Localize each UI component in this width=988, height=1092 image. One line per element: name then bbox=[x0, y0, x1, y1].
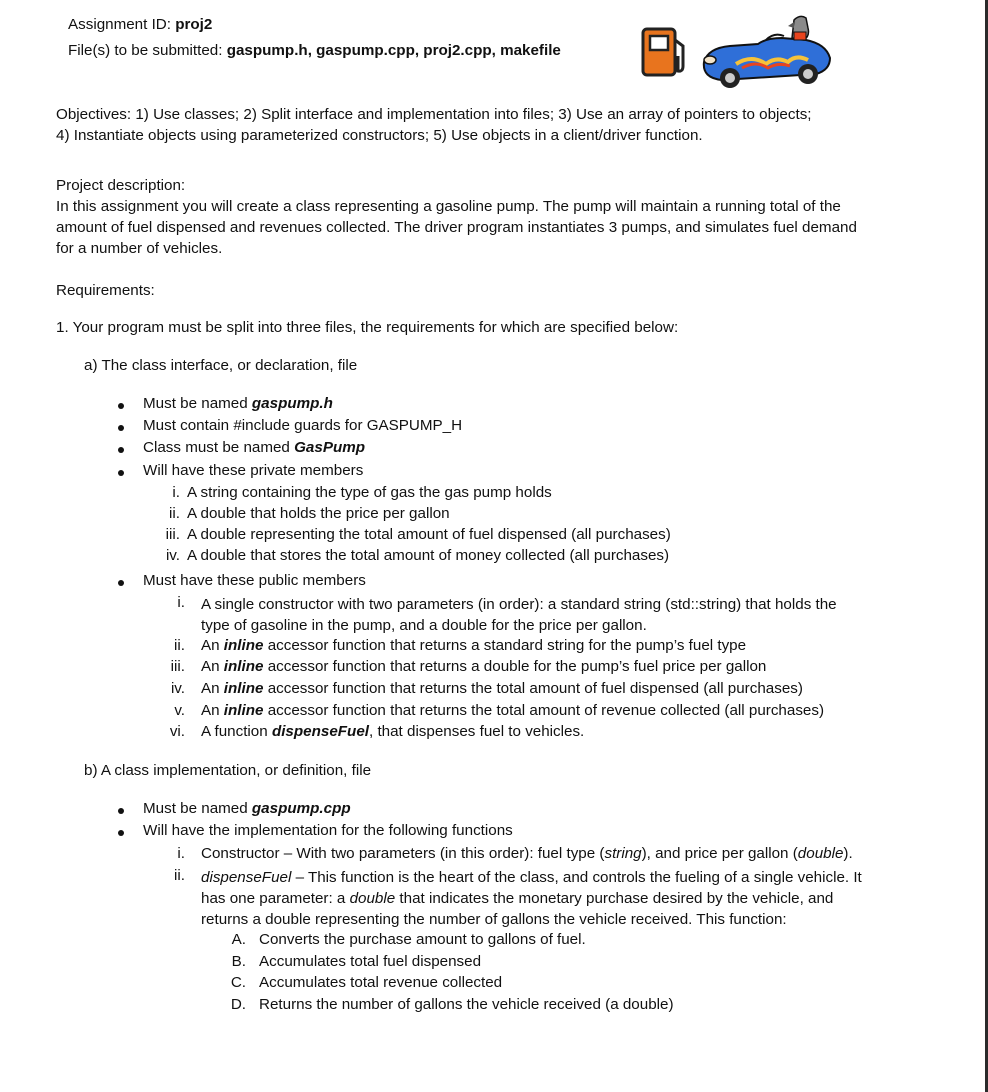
bullet bbox=[118, 403, 124, 409]
public-member-1: A single constructor with two parameters (in order): a standard string (std::string) that holds the type of gasoline in the pump, and a double for the price per gallon. bbox=[201, 596, 837, 634]
a-bullet-5: Must have these public members bbox=[143, 572, 366, 589]
public-member-5: An inline accessor function that returns the total amount of revenue collected (all purchases) bbox=[201, 702, 825, 719]
a-bullet-1: Must be named gaspump.h bbox=[143, 395, 333, 412]
bullet bbox=[118, 830, 124, 836]
impl-2: dispenseFuel – This function is the heart of the class, and controls the fueling of a single vehicle. It has one parameter: a double that indicates the monetary purchase desired by the vehicle, and returns a double representing the number of gallons the vehicle received. This function: bbox=[201, 869, 862, 928]
assignment-id-line: Assignment ID: proj2 bbox=[68, 16, 213, 33]
list-number: ii. bbox=[174, 637, 185, 654]
description-heading: Project description: bbox=[56, 177, 186, 194]
requirement-item-1: 1. Your program must be split into three files, the requirements for which are specified below: bbox=[56, 319, 679, 336]
description-line-3: for a number of vehicles. bbox=[56, 240, 223, 257]
convertible-car-with-dog-icon bbox=[696, 14, 834, 94]
list-number: i. bbox=[177, 594, 185, 611]
description-line-1: In this assignment you will create a class representing a gasoline pump. The pump will maintain a running total of the bbox=[56, 198, 841, 215]
description-line-2: amount of fuel dispensed and revenues collected. The driver program instantiates 3 pumps, and simulates fuel demand bbox=[56, 219, 857, 236]
b-bullet-2: Will have the implementation for the following functions bbox=[143, 822, 513, 839]
list-number: iii. bbox=[170, 658, 185, 675]
objectives-line-1: Objectives: 1) Use classes; 2) Split interface and implementation into files; 3) Use an array of pointers to objects; bbox=[56, 106, 812, 123]
a-bullet-3: Class must be named GasPump bbox=[143, 439, 366, 456]
list-number: i. bbox=[177, 845, 185, 862]
requirements-heading: Requirements: bbox=[56, 282, 155, 299]
list-number: iv. bbox=[170, 680, 185, 697]
b-bullet-1: Must be named gaspump.cpp bbox=[143, 800, 351, 817]
files-line: File(s) to be submitted: gaspump.h, gaspump.cpp, proj2.cpp, makefile bbox=[68, 42, 561, 59]
section-b-heading: b) A class implementation, or definition, file bbox=[84, 762, 372, 779]
list-number: vi. bbox=[169, 723, 185, 740]
list-number: ii. bbox=[174, 867, 185, 884]
bullet bbox=[118, 808, 124, 814]
project-description bbox=[56, 175, 857, 259]
public-member-3: An inline accessor function that returns a double for the pump’s fuel price per gallon bbox=[201, 658, 767, 675]
assignment-id: proj2 bbox=[175, 16, 213, 33]
files-list: gaspump.h, gaspump.cpp, proj2.cpp, makefile bbox=[226, 42, 561, 59]
public-member-6: A function dispenseFuel, that dispenses fuel to vehicles. bbox=[201, 723, 585, 740]
section-a-heading: a) The class interface, or declaration, file bbox=[84, 357, 358, 374]
objectives-line-2: 4) Instantiate objects using parameterized constructors; 5) Use objects in a client/driver function. bbox=[56, 127, 703, 144]
public-member-2: An inline accessor function that returns a standard string for the pump’s fuel type bbox=[201, 637, 747, 654]
objectives bbox=[56, 104, 812, 146]
a-bullet-2: Must contain #include guards for GASPUMP_H bbox=[143, 417, 463, 434]
list-number: v. bbox=[174, 702, 185, 719]
impl-1: Constructor – With two parameters (in this order): fuel type (string), and price per gallon (double). bbox=[201, 845, 853, 862]
bullet bbox=[118, 580, 124, 586]
fuel-pump-icon bbox=[640, 26, 692, 80]
bullet bbox=[118, 425, 124, 431]
a-bullet-4: Will have these private members bbox=[143, 462, 364, 479]
public-member-4: An inline accessor function that returns the total amount of fuel dispensed (all purchases) bbox=[201, 680, 803, 697]
bullet bbox=[118, 447, 124, 453]
bullet bbox=[118, 470, 124, 476]
